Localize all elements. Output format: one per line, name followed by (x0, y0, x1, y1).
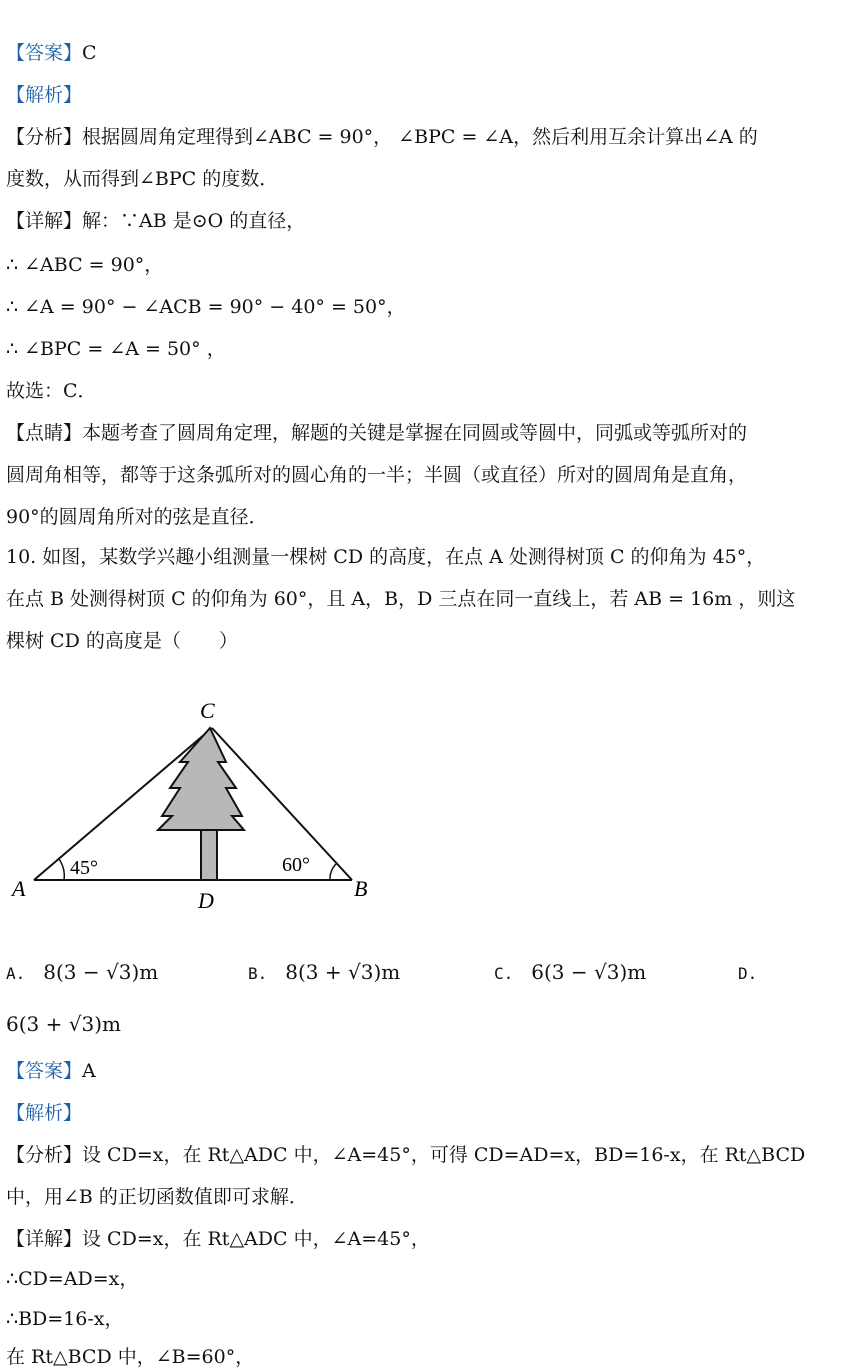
fenxi-text-2: 度数，从而得到∠BPC 的度数． (6, 168, 279, 190)
option-d[interactable] (738, 960, 775, 984)
tree-crown (158, 728, 244, 830)
option-c-letter: C. (494, 964, 514, 983)
analysis-heading-1 (6, 82, 82, 108)
answer-line-1 (6, 40, 97, 66)
xiangjie2-text: 设 CD=x，在 Rt△ADC 中，∠A=45°， (82, 1228, 430, 1250)
analysis-tag-2: 【解析】 (6, 1102, 83, 1124)
question-line-1: 10. 如图，某数学兴趣小组测量一棵树 CD 的高度，在点 A 处测得树顶 C 的仰角为 45°， (6, 546, 766, 568)
answer-line-2 (6, 1058, 96, 1084)
option-a[interactable] (6, 960, 158, 984)
tree-triangle-diagram (0, 690, 400, 920)
xiangjie2-tag: 【详解】 (6, 1228, 83, 1250)
question-line-2: 在点 B 处测得树顶 C 的仰角为 60°，且 A，B，D 三点在同一直线上，若 AB = 16m ，则这 (6, 588, 796, 610)
fenxi2-line-1 (6, 1142, 805, 1168)
fenxi-line-2 (6, 166, 278, 192)
angle-label-B: 60° (282, 854, 310, 876)
option-b-text: 8(3 + √3)m (285, 960, 401, 984)
xiangjie-line (6, 208, 305, 234)
tree-trunk (201, 830, 217, 880)
angle-arc-A (59, 859, 64, 880)
analysis-tag: 【解析】 (6, 84, 83, 106)
fenxi2-tag: 【分析】 (6, 1144, 83, 1166)
step2-2: ∴BD=16-x， (6, 1308, 124, 1330)
dianjing-line-3: 90°的圆周角所对的弦是直径． (6, 506, 268, 528)
xiangjie-text: 解：∵AB 是⊙O 的直径， (82, 210, 306, 232)
step-3: ∴ ∠BPC = ∠A = 50° ， (6, 338, 226, 360)
label-D: D (198, 888, 214, 913)
answer-tag-2: 【答案】 (6, 1060, 83, 1082)
label-C: C (200, 698, 215, 723)
fenxi2-line-2: 中，用∠B 的正切函数值即可求解． (6, 1186, 308, 1208)
xiangjie2-line (6, 1226, 430, 1252)
fenxi-tag: 【分析】 (6, 126, 83, 148)
option-c[interactable] (494, 960, 646, 984)
label-B: B (354, 876, 368, 901)
option-a-text: 8(3 − √3)m (43, 960, 159, 984)
xiangjie-tag: 【详解】 (6, 210, 83, 232)
analysis-heading-2 (6, 1100, 82, 1126)
step-2: ∴ ∠A = 90° − ∠ACB = 90° − 40° = 50°， (6, 296, 406, 318)
answer-tag: 【答案】 (6, 42, 83, 64)
option-c-text: 6(3 − √3)m (531, 960, 647, 984)
option-b-letter: B. (248, 964, 268, 983)
angle-arc-B (330, 863, 337, 880)
option-d-letter: D. (738, 964, 758, 983)
answer-value: C (82, 42, 97, 64)
angle-label-A: 45° (70, 857, 98, 879)
fenxi-text-1: 根据圆周角定理得到∠ABC = 90°， ∠BPC = ∠A，然后利用互余计算出∠A 的 (82, 126, 758, 148)
dianjing-text-1: 本题考查了圆周角定理，解题的关键是掌握在同圆或等圆中，同弧或等弧所对的 (82, 422, 748, 444)
step2-3: 在 Rt△BCD 中，∠B=60°， (6, 1346, 255, 1368)
option-b[interactable] (248, 960, 400, 984)
step-1: ∴ ∠ABC = 90°， (6, 254, 164, 276)
answer-value-2: A (82, 1060, 96, 1082)
dianjing-line-2: 圆周角相等，都等于这条弧所对的圆心角的一半；半圆（或直径）所对的圆周角是直角， (6, 464, 748, 486)
dianjing-tag: 【点睛】 (6, 422, 83, 444)
label-A: A (12, 876, 26, 901)
option-a-letter: A. (6, 964, 26, 983)
step2-1: ∴CD=AD=x， (6, 1268, 139, 1290)
dianjing-line-1 (6, 420, 747, 446)
choice-line: 故选：C． (6, 380, 97, 402)
fenxi2-text-1: 设 CD=x，在 Rt△ADC 中，∠A=45°，可得 CD=AD=x，BD=16-x，在 Rt△BCD (82, 1144, 806, 1166)
question-line-3: 棵树 CD 的高度是（ ） (6, 630, 238, 652)
fenxi-line-1 (6, 124, 758, 150)
option-d-text: 6(3 + √3)m (6, 1012, 121, 1036)
